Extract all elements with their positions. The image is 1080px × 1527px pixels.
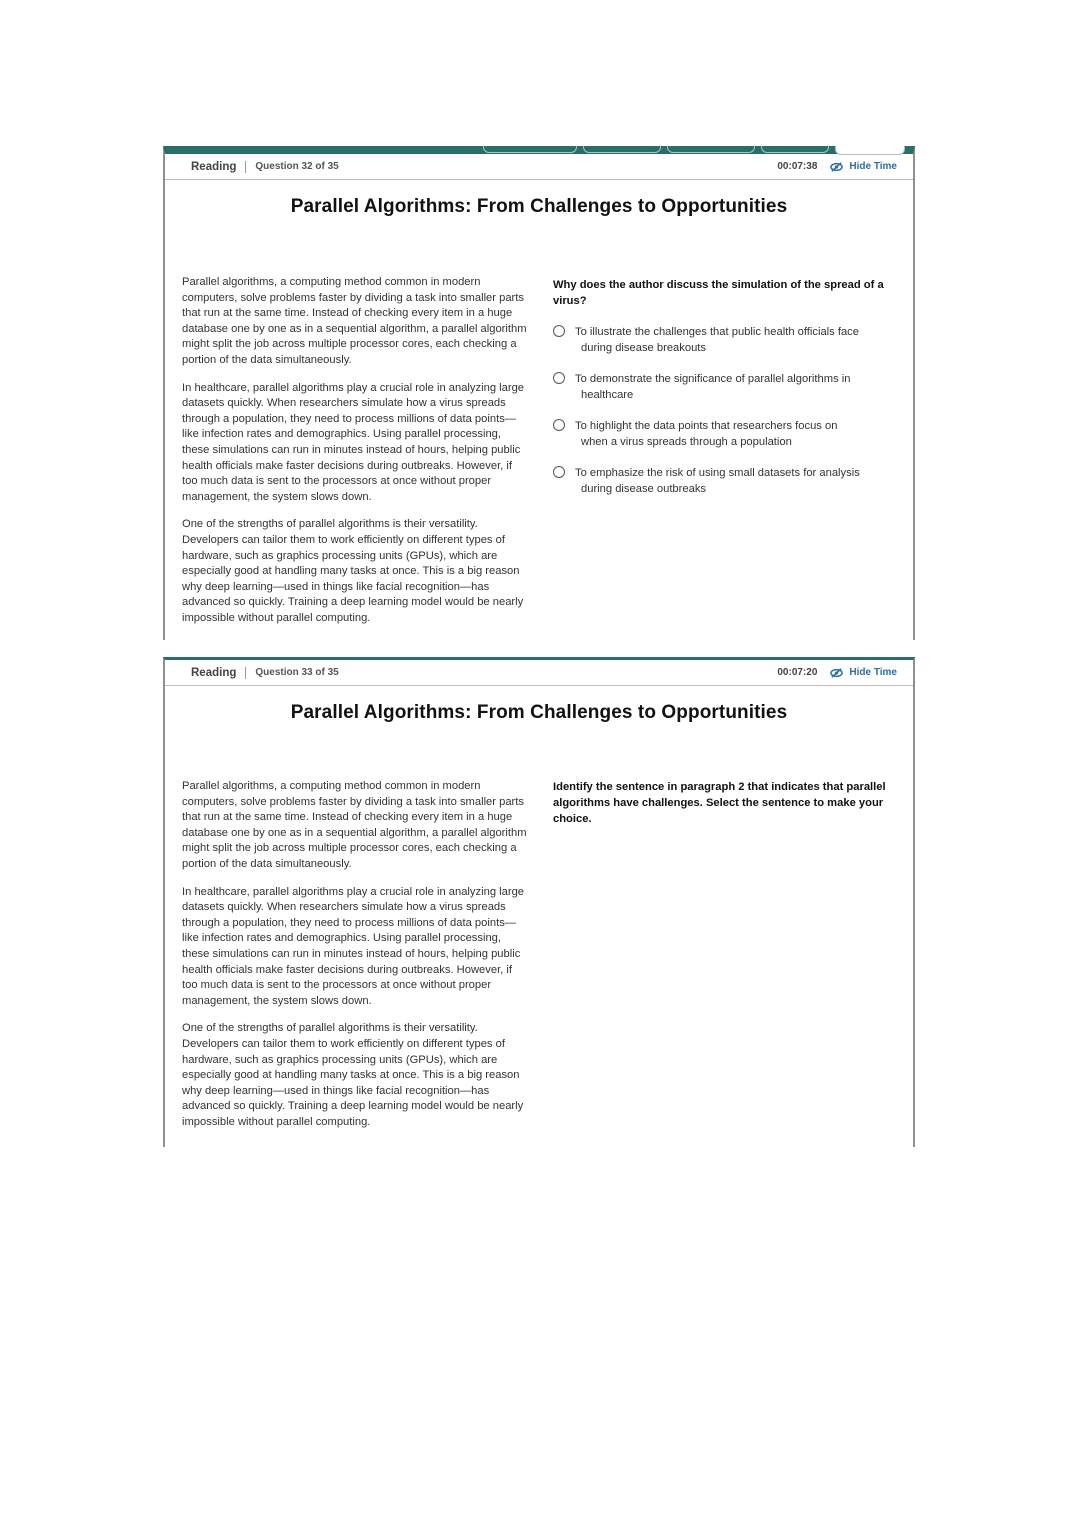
answer-choice-3[interactable] <box>553 418 898 450</box>
eye-slash-icon[interactable] <box>830 162 843 172</box>
nav-tab[interactable] <box>483 146 577 153</box>
reading-passage <box>182 275 527 638</box>
question-counter: Question 32 of 35 <box>255 161 339 172</box>
question-prompt: Why does the author discuss the simulation of the spread of a virus? <box>553 279 884 307</box>
question-area <box>553 779 898 827</box>
question-screen-33 <box>163 657 915 1147</box>
answer-choice-1[interactable] <box>553 324 898 356</box>
nav-tab[interactable] <box>667 146 755 153</box>
nav-tab[interactable] <box>583 146 661 153</box>
paragraph-1[interactable]: Parallel algorithms, a computing method common in modern computers, solve problems faster by dividing a task into smaller parts that run at the same time. Instead of checking every item in a huge database one by one as in a sequential algorithm, a parallel algorithm might split the job across multiple processor cores, each checking a portion of the data simultaneously. <box>182 780 527 870</box>
reading-passage <box>182 779 527 1142</box>
choice-3-line-1: To highlight the data points that researchers focus on <box>575 420 838 432</box>
test-header <box>165 154 913 180</box>
hide-time-button[interactable]: Hide Time <box>849 667 897 678</box>
section-label: Reading <box>191 160 237 173</box>
passage-title: Parallel Algorithms: From Challenges to Opportunities <box>290 702 788 723</box>
test-header <box>165 660 913 686</box>
timer: 00:07:20 <box>777 667 818 678</box>
question-screen-32 <box>163 146 915 640</box>
header-divider <box>245 667 246 679</box>
hide-time-button[interactable]: Hide Time <box>849 161 897 172</box>
choice-4-line-2: during disease outbreaks <box>581 483 707 495</box>
nav-tab-active[interactable] <box>835 146 905 155</box>
paragraph-3[interactable]: One of the strengths of parallel algorithms is their versatility. Developers can tailor them to work efficiently on different types of hardware, such as graphics processing units (GPUs), which are especially good at handling many tasks at once. This is a big reason why deep learning—used in things like facial recognition—has advanced so quickly. Training a deep learning model would be nearly impossible without parallel computing. <box>182 1022 524 1128</box>
paragraph-3: One of the strengths of parallel algorithms is their versatility. Developers can tailor them to work efficiently on different types of hardware, such as graphics processing units (GPUs), which are especially good at handling many tasks at once. This is a big reason why deep learning—used in things like facial recognition—has advanced so quickly. Training a deep learning model would be nearly impossible without parallel computing. <box>182 518 524 624</box>
radio-button[interactable] <box>553 419 565 431</box>
paragraph-2: In healthcare, parallel algorithms play a crucial role in analyzing large datasets quickly. When researchers simulate how a virus spreads through a population, they need to process millions of data points—like infection rates and demographics. Using parallel processing, these simulations can run in minutes instead of hours, helping public health officials make faster decisions during outbreaks. However, if too much data is sent to the processors at once without proper management, the system slows down. <box>182 381 525 503</box>
header-divider <box>245 161 246 173</box>
top-nav-tabs <box>483 146 905 155</box>
timer: 00:07:38 <box>777 161 818 172</box>
choice-4-line-1: To emphasize the risk of using small datasets for analysis <box>575 467 860 479</box>
section-label: Reading <box>191 666 237 679</box>
question-prompt: Identify the sentence in paragraph 2 that indicates that parallel algorithms have challenges. Select the sentence to make your choice. <box>553 781 886 825</box>
question-area <box>553 277 898 497</box>
choice-1-line-2: during disease breakouts <box>581 342 707 354</box>
radio-button[interactable] <box>553 325 565 337</box>
choice-1-line-1: To illustrate the challenges that public health officials face <box>575 326 860 338</box>
radio-button[interactable] <box>553 372 565 384</box>
passage-title: Parallel Algorithms: From Challenges to Opportunities <box>290 196 788 217</box>
nav-tab[interactable] <box>761 146 829 153</box>
eye-slash-icon[interactable] <box>830 668 843 678</box>
paragraph-2[interactable]: In healthcare, parallel algorithms play a crucial role in analyzing large datasets quickly. When researchers simulate how a virus spreads through a population, they need to process millions of data points—like infection rates and demographics. Using parallel processing, these simulations can run in minutes instead of hours, helping public health officials make faster decisions during outbreaks. However, if too much data is sent to the processors at once without proper management, the system slows down. <box>182 885 525 1007</box>
choice-3-line-2: when a virus spreads through a population <box>581 436 792 448</box>
paragraph-1: Parallel algorithms, a computing method common in modern computers, solve problems faster by dividing a task into smaller parts that run at the same time. Instead of checking every item in a huge database one by one as in a sequential algorithm, a parallel algorithm might split the job across multiple processor cores, each checking a portion of the data simultaneously. <box>182 276 527 366</box>
answer-choice-2[interactable] <box>553 371 898 403</box>
radio-button[interactable] <box>553 466 565 478</box>
choice-2-line-2: healthcare <box>581 389 634 401</box>
choice-2-line-1: To demonstrate the significance of parallel algorithms in <box>575 373 851 385</box>
answer-choice-4[interactable] <box>553 465 898 497</box>
question-counter: Question 33 of 35 <box>255 667 339 678</box>
